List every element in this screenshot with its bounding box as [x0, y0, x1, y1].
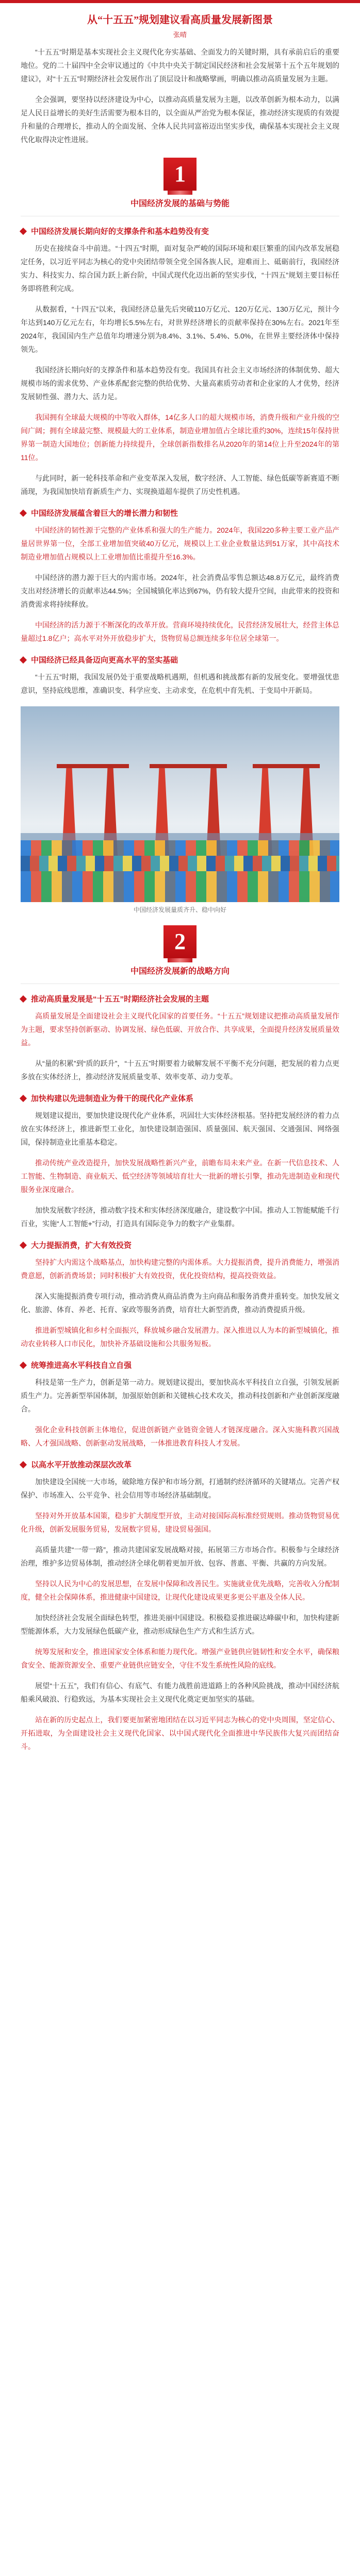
paragraph-highlight: 强化企业科技创新主体地位，促进创新链产业链资金链人才链深度融合。深入实施科教兴国战略、人才强国战略、创新驱动发展战略，一体推进教育科技人才发展。: [21, 1426, 339, 1447]
diamond-bullet-icon: [20, 227, 27, 234]
section-title: 中国经济发展新的战略方向: [130, 967, 230, 976]
subheading-text: 推动高质量发展是“十五五”时期经济社会发展的主题: [31, 995, 209, 1004]
subheading: [21, 1360, 339, 1370]
paragraph-highlight: 我国拥有全球最大规模的中等收入群体，14亿多人口的超大规模市场，消费升级和产业升级的空间广阔；拥有全球最完整、规模最大的工业体系，制造业增加值占全球比重约30%，连续15年保持世界第一制造大国地位；创新能力持续提升，全球创新指数排名从2020年的第14位上升至2024年的第11位。: [21, 413, 339, 462]
paragraph: 深入实施提振消费专项行动，推动消费从商品消费为主向商品和服务消费并重转变。加快发展文化、旅游、体育、养老、托育、家政等服务消费，培育壮大新型消费，推动消费提质升级。: [21, 1292, 339, 1314]
subheading: [21, 1240, 339, 1250]
paragraph: 加快经济社会发展全面绿色转型，推进美丽中国建设。积极稳妥推进碳达峰碳中和，加快构建新型能源体系，大力发展绿色低碳产业，推动形成绿色生产方式和生活方式。: [21, 1614, 339, 1635]
diamond-bullet-icon: [20, 1094, 27, 1101]
subheading-text: 大力提振消费，扩大有效投资: [31, 1241, 132, 1250]
paragraph: 规划建议提出，要加快建设现代化产业体系，巩固壮大实体经济根基。坚持把发展经济的着力点放在实体经济上，推进新型工业化，加快建设制造强国、质量强国、航天强国、交通强国、网络强国，保持制造业比重基本稳定。: [21, 1111, 339, 1146]
article-headline: 从“十五五”规划建议看高质量发展新图景: [87, 14, 273, 26]
article-content: [0, 45, 360, 1781]
paragraph: 从数据看，“十四五”以来，我国经济总量先后突破110万亿元、120万亿元、130万亿元，预计今年达到140万亿元左右，年均增长5.5%左右，对世界经济增长的贡献率保持在30%左右。2021年至2024年，我国国内生产总值年均增速分别为8.4%、3.1%、5.4%、5.0%，在世界主要经济体中保持领先。: [21, 305, 339, 353]
paragraph-highlight: 坚持扩大内需这个战略基点，加快构建完整的内需体系。大力提振消费，提升消费能力，增强消费意愿，创新消费场景；同时积极扩大有效投资，优化投资结构，提高投资效益。: [21, 1258, 339, 1280]
paragraph: 中国经济的潜力源于巨大的内需市场。2024年，社会消费品零售总额达48.8万亿元，最终消费支出对经济增长的贡献率达44.5%；全国城镇化率达到67%，仍有较大提升空间，由此带来的投资和消费需求将持续释放。: [21, 573, 339, 608]
subheading: [21, 507, 339, 518]
beam: [150, 764, 227, 768]
paragraph: 加快发展数字经济，推动数字技术和实体经济深度融合，建设数字中国。推动人工智能赋能千行百业，实施“人工智能+”行动，打造具有国际竞争力的数字产业集群。: [21, 1206, 339, 1228]
paragraph: 与此同时，新一轮科技革命和产业变革深入发展，数字经济、人工智能、绿色低碳等新赛道不断涌现，为我国加快培育新质生产力、实现换道超车提供了历史性机遇。: [21, 474, 339, 496]
section-number-badge: 1: [163, 158, 197, 191]
subheading: [21, 226, 339, 236]
intro-paragraph: “十五五”时期是基本实现社会主义现代化夯实基础、全面发力的关键时期，具有承前启后的重要地位。党的二十届四中全会审议通过的《中共中央关于制定国民经济和社会发展第十五个五年规划的建议》，对“十五五”时期经济社会发展作出了顶层设计和战略擘画，明确以推动高质量发展为主题。: [21, 48, 339, 83]
paragraph-highlight: 统筹发展和安全，推进国家安全体系和能力现代化。增强产业链供应链韧性和安全水平，确保粮食安全、能源资源安全、重要产业链供应链安全，守住不发生系统性风险的底线。: [21, 1648, 339, 1669]
water: [21, 833, 339, 840]
subheading: [21, 1093, 339, 1104]
paragraph-highlight: 中国经济的活力源于不断深化的改革开放。营商环境持续优化，民营经济发展壮大，经营主体总量超过1.8亿户；高水平对外开放稳步扩大，货物贸易总额连续多年位居全球第一。: [21, 621, 339, 642]
paragraph-highlight: 坚持对外开放基本国策，稳步扩大制度型开放，主动对接国际高标准经贸规则。推动货物贸易优化升级，创新发展服务贸易，发展数字贸易，建设贸易强国。: [21, 1512, 339, 1533]
container-port-photo: [21, 706, 339, 902]
article-header: [0, 3, 360, 45]
subheading-text: 中国经济发展长期向好的支撑条件和基本趋势没有变: [31, 227, 209, 236]
beam: [253, 764, 320, 768]
paragraph-highlight: 推进新型城镇化和乡村全面振兴，释放城乡融合发展潜力。深入推进以人为本的新型城镇化，推动农业转移人口市民化，加快补齐基础设施和公共服务短板。: [21, 1326, 339, 1348]
beam: [57, 764, 129, 768]
section-number-badge: 2: [163, 925, 197, 958]
diamond-bullet-icon: [20, 656, 27, 663]
subheading-text: 统筹推进高水平科技自立自强: [31, 1361, 132, 1370]
paragraph: 从“量的积累”到“质的跃升”，“十五五”时期要着力破解发展不平衡不充分问题，把发展的着力点更多放在实体经济上，推动经济发展质量变革、效率变革、动力变革。: [21, 1059, 339, 1081]
article-byline: 张晴: [173, 31, 187, 39]
containers: [21, 840, 339, 902]
port-photo-figure: [21, 706, 339, 914]
paragraph: “十五五”时期，我国发展仍处于重要战略机遇期，但机遇和挑战都有新的发展变化。要增强忧患意识，坚持底线思维，准确识变、科学应变、主动求变，在危机中育先机、于变局中开新局。: [21, 673, 339, 694]
intro-paragraph: 全会强调，要坚持以经济建设为中心，以推动高质量发展为主题，以改革创新为根本动力，以满足人民日益增长的美好生活需要为根本目的，以全面从严治党为根本保证，推动经济实现质的有效提升和量的合理增长，推动人的全面发展、全体人民共同富裕迈出坚实步伐，确保基本实现社会主义现代化取得决定性进展。: [21, 95, 339, 144]
paragraph-highlight: 站在新的历史起点上，我们要更加紧密地团结在以习近平同志为核心的党中央周围，坚定信心、开拓进取，为全面建设社会主义现代化国家、以中国式现代化全面推进中华民族伟大复兴而团结奋斗。: [21, 1716, 339, 1751]
paragraph: 展望“十五五”，我们有信心、有底气、有能力战胜前进道路上的各种风险挑战，推动中国经济航船乘风破浪、行稳致远，为基本实现社会主义现代化奠定更加坚实的基础。: [21, 1682, 339, 1703]
diamond-bullet-icon: [20, 995, 27, 1002]
subheading: [21, 993, 339, 1004]
section-title: 中国经济发展的基础与势能: [130, 199, 230, 208]
paragraph: 科技是第一生产力，创新是第一动力。规划建议提出，要加快高水平科技自立自强，引领发展新质生产力。完善新型举国体制，加强原始创新和关键核心技术攻关，推动科技创新和产业创新深度融合。: [21, 1378, 339, 1413]
section-1-header: [21, 158, 339, 209]
footer-space: [21, 1760, 339, 1781]
diamond-bullet-icon: [20, 1241, 27, 1248]
paragraph-highlight: 高质量发展是全面建设社会主义现代化国家的首要任务。“十五五”规划建议把推动高质量发展作为主题，要求坚持创新驱动、协调发展、绿色低碳、开放合作、共享成果，全面提升经济发展质量效益。: [21, 1012, 339, 1047]
diamond-bullet-icon: [20, 509, 27, 516]
paragraph: 历史在接续奋斗中前进。“十四五”时期，面对复杂严峻的国际环境和艰巨繁重的国内改革发展稳定任务，以习近平同志为核心的党中央团结带领全党全国各族人民，迎难而上、砥砺前行，我国经济实力、科技实力、综合国力跃上新台阶，中国式现代化迈出新的坚实步伐，“十四五”规划主要目标任务即将胜利完成。: [21, 244, 339, 293]
diamond-bullet-icon: [20, 1361, 27, 1368]
subheading-text: 中国经济发展蕴含着巨大的增长潜力和韧性: [31, 509, 178, 518]
paragraph: 加快建设全国统一大市场，破除地方保护和市场分割，打通制约经济循环的关键堵点。完善产权保护、市场准入、公平竞争、社会信用等市场经济基础制度。: [21, 1478, 339, 1499]
paragraph: 我国经济长期向好的支撑条件和基本趋势没有变。我国具有社会主义市场经济的体制优势、超大规模市场的需求优势、产业体系配套完整的供给优势、大量高素质劳动者和企业家的人才优势，经济发展韧性强、潜力大、活力足。: [21, 366, 339, 401]
subheading-text: 以高水平开放推动深层次改革: [31, 1461, 132, 1469]
subheading-text: 加快构建以先进制造业为骨干的现代化产业体系: [31, 1094, 194, 1103]
paragraph: 高质量共建“一带一路”，推动共建国家发展战略对接，拓展第三方市场合作。积极参与全球经济治理，维护多边贸易体制，推动经济全球化朝着更加开放、包容、普惠、平衡、共赢的方向发展。: [21, 1546, 339, 1567]
section-2-header: [21, 925, 339, 976]
diamond-bullet-icon: [20, 1461, 27, 1468]
paragraph-highlight: 中国经济的韧性源于完整的产业体系和强大的生产能力。2024年，我国220多种主要工业产品产量居世界第一位，全部工业增加值突破40万亿元，规模以上工业企业数量达到51万家，其中高技术制造业增加值占规模以上工业增加值比重提升至16.3%。: [21, 526, 339, 561]
subheading: [21, 1459, 339, 1470]
paragraph-highlight: 推动传统产业改造提升，加快发展战略性新兴产业，前瞻布局未来产业。在新一代信息技术、人工智能、生物制造、商业航天、低空经济等领域培育壮大一批新的增长引擎，推动先进制造业和现代服务业深度融合。: [21, 1159, 339, 1194]
subheading: [21, 654, 339, 665]
subheading-text: 中国经济已经具备迈向更高水平的坚实基础: [31, 656, 178, 665]
photo-caption: 中国经济发展量质齐升、稳中向好: [133, 906, 226, 913]
paragraph-highlight: 坚持以人民为中心的发展思想，在发展中保障和改善民生。实施就业优先战略，完善收入分配制度，健全社会保障体系，推进健康中国建设，让现代化建设成果更多更公平惠及全体人民。: [21, 1580, 339, 1601]
